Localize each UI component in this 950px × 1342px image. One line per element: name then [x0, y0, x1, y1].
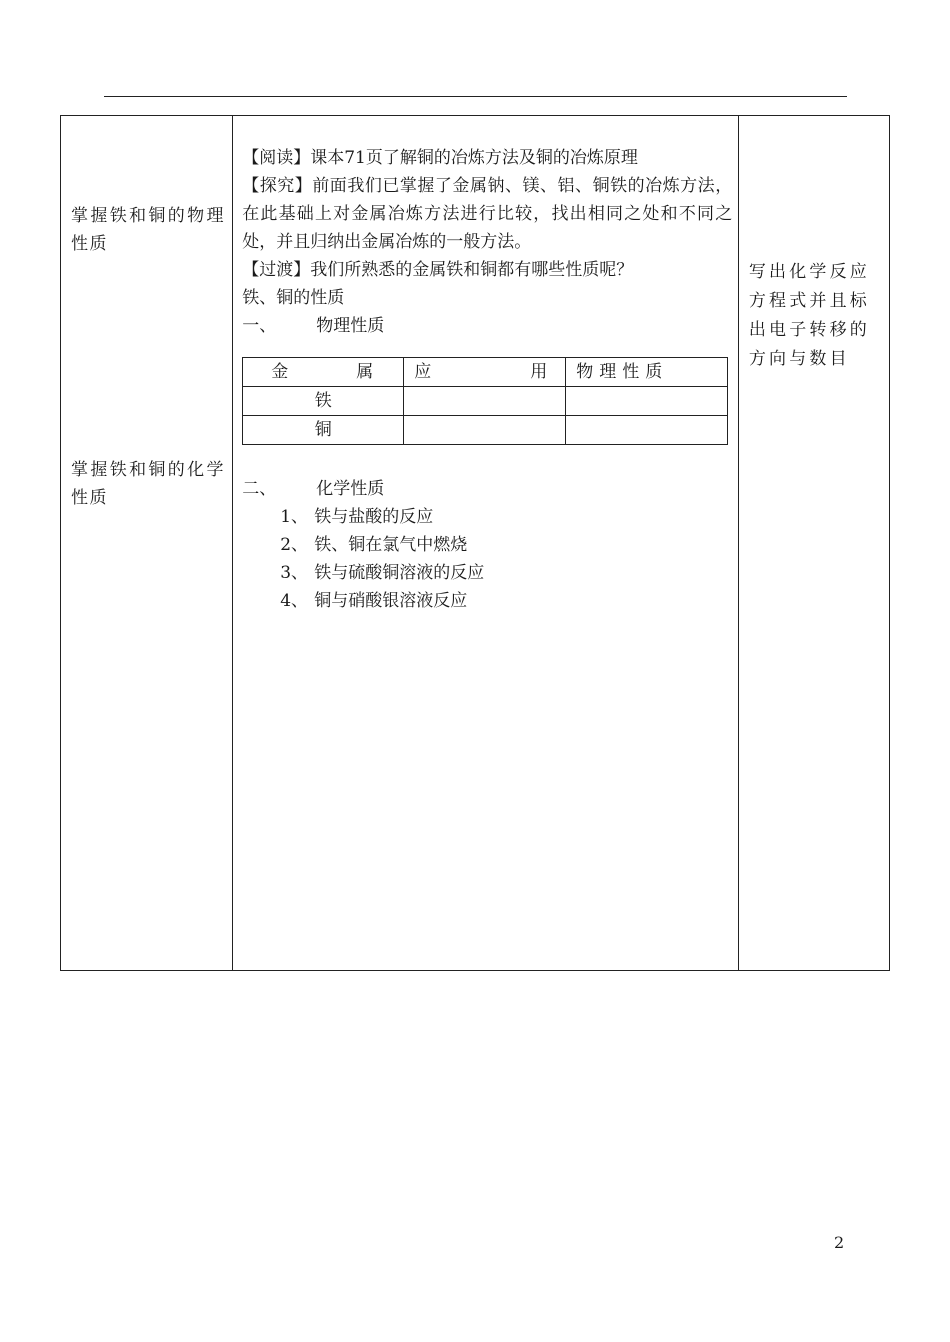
topic-heading: 铁、铜的性质 — [242, 288, 345, 308]
section-chemical-heading — [242, 475, 732, 503]
property-table — [242, 357, 728, 445]
header-rule — [104, 96, 847, 97]
section-physical-title: 物理性质 — [316, 316, 385, 336]
list-item — [280, 531, 732, 559]
header-metal-char: 属 — [356, 362, 374, 382]
row-use-cell — [404, 416, 566, 445]
teaching-content-cell — [233, 116, 739, 971]
list-item-text: 铜与硝酸银溶液反应 — [314, 591, 468, 611]
teacher-note: 写出化学反应方程式并且标出电子转移的方向与数目 — [748, 262, 871, 369]
list-item-index: 3、 — [280, 563, 309, 583]
list-item-index: 1、 — [280, 507, 309, 527]
table-row — [243, 387, 728, 416]
row-metal-copper: 铜 — [243, 416, 404, 445]
explore-paragraph — [242, 172, 732, 256]
learning-goals-cell — [61, 116, 233, 971]
list-item-index: 4、 — [280, 591, 309, 611]
header-metal — [243, 358, 404, 387]
list-item-text: 铁与盐酸的反应 — [314, 507, 434, 527]
row-use-cell — [404, 387, 566, 416]
list-item-text: 铁与硫酸铜溶液的反应 — [314, 563, 485, 583]
page-number: 2 — [834, 1233, 845, 1252]
row-property-cell — [566, 416, 728, 445]
section-physical-num: 一、 — [242, 316, 277, 336]
property-table-header-row — [243, 358, 728, 387]
transition-paragraph — [242, 256, 732, 284]
goal-physical-properties: 掌握铁和铜的物理性质 — [71, 206, 225, 254]
header-use-char: 用 — [530, 362, 548, 382]
reading-tag: 【阅读】 — [242, 148, 311, 168]
header-property-char: 质 — [645, 362, 663, 382]
header-property-char: 性 — [622, 362, 640, 382]
list-item — [280, 503, 732, 531]
list-item-index: 2、 — [280, 535, 309, 555]
reading-text: 课本71页了解铜的冶炼方法及铜的冶炼原理 — [310, 148, 638, 168]
section-physical-heading — [242, 312, 732, 340]
row-property-cell — [566, 387, 728, 416]
table-row — [243, 416, 728, 445]
list-item — [280, 587, 732, 615]
explore-text: 前面我们已掌握了金属钠、镁、铝、铜铁的冶炼方法，在此基础上对金属冶炼方法进行比较，找出相同之处和不同之处，并且归纳出金属冶炼的一般方法。 — [242, 176, 733, 252]
lesson-plan-table — [60, 115, 890, 971]
list-item-text: 铁、铜在氯气中燃烧 — [314, 535, 468, 555]
header-property-char: 理 — [599, 362, 617, 382]
explore-tag: 【探究】 — [242, 176, 313, 196]
header-property-char: 物 — [576, 362, 594, 382]
header-use-char: 应 — [414, 362, 432, 382]
notes-cell — [738, 116, 889, 971]
reading-paragraph — [242, 144, 732, 172]
teaching-content — [242, 144, 732, 615]
header-physical-property — [566, 358, 728, 387]
row-metal-iron: 铁 — [243, 387, 404, 416]
goal-chemical-properties: 掌握铁和铜的化学性质 — [71, 460, 225, 508]
transition-text: 我们所熟悉的金属铁和铜都有哪些性质呢？ — [310, 260, 634, 280]
section-chemical-num: 二、 — [242, 479, 277, 499]
section-chemical-title: 化学性质 — [316, 479, 385, 499]
header-use — [404, 358, 566, 387]
transition-tag: 【过渡】 — [242, 260, 311, 280]
header-metal-char: 金 — [271, 362, 289, 382]
chemical-reaction-list — [242, 503, 732, 615]
list-item — [280, 559, 732, 587]
